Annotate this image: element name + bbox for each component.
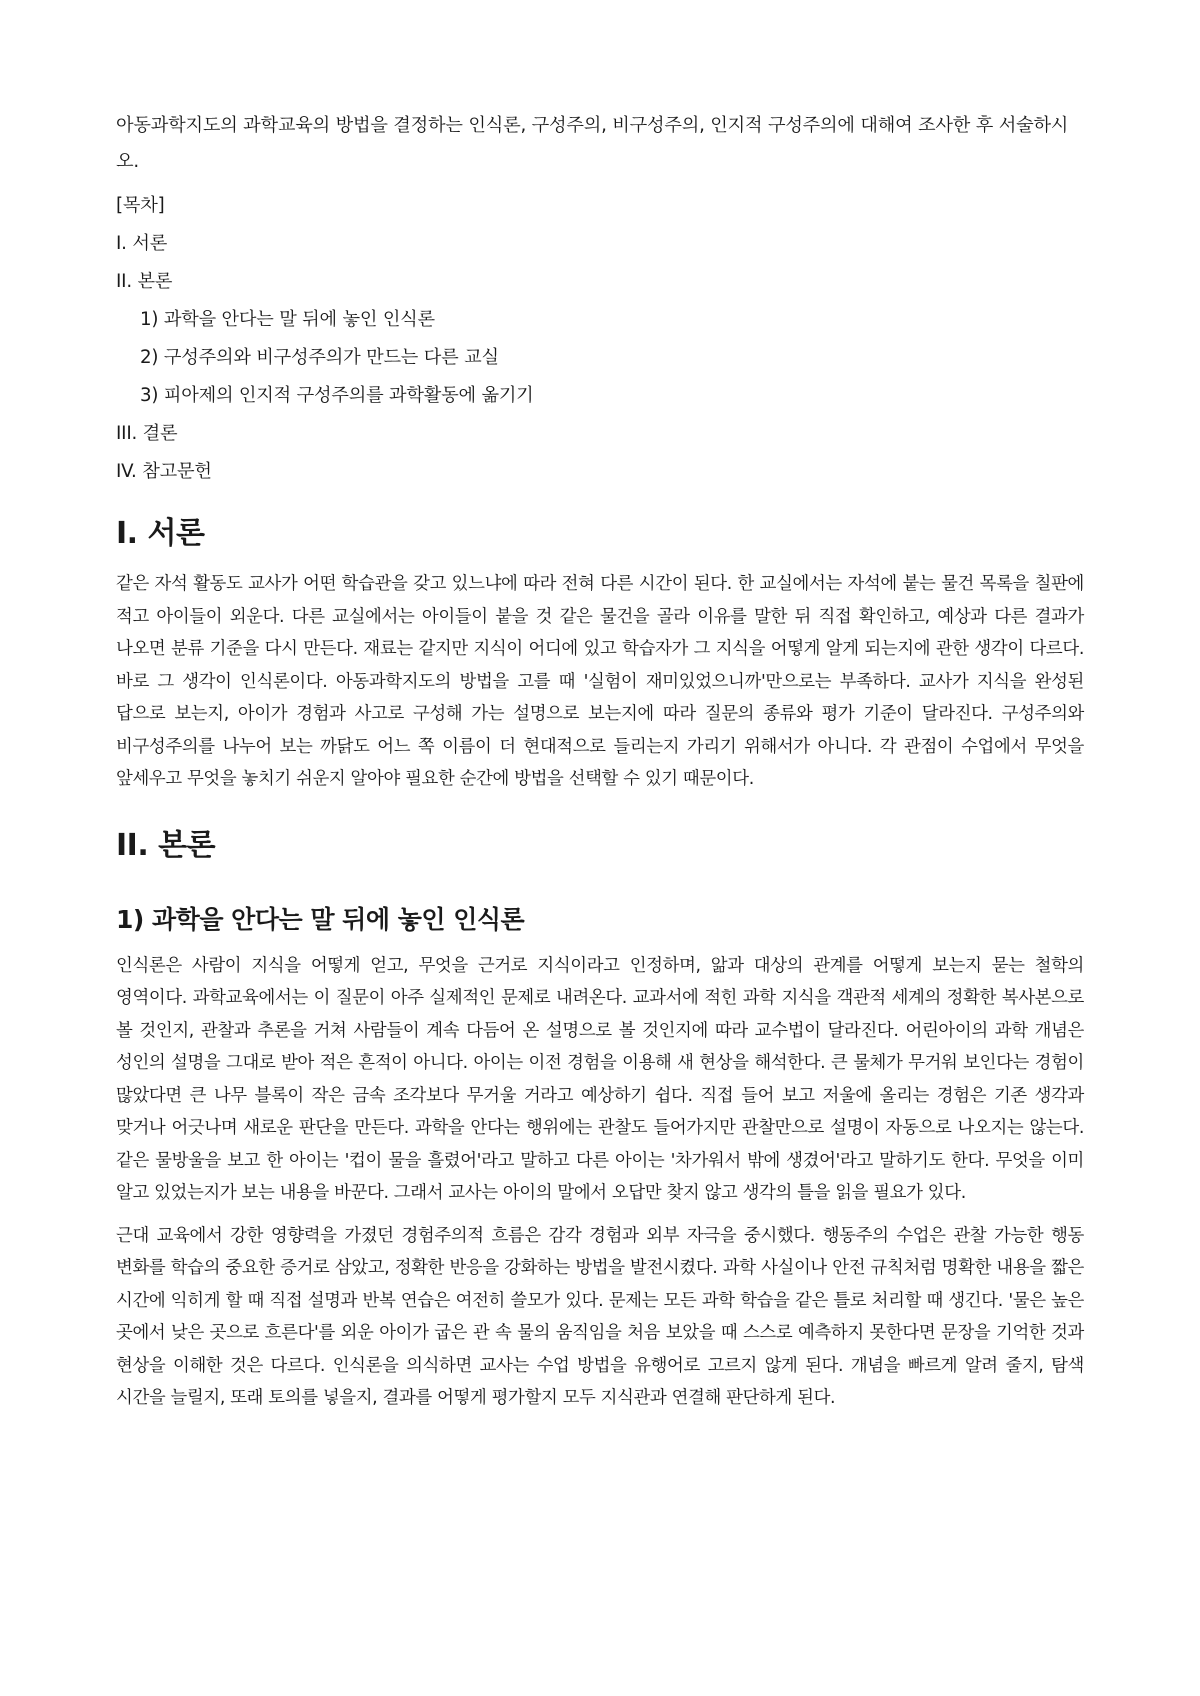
intro-heading: I. 서론 bbox=[116, 516, 205, 551]
toc-item-references: IV. 참고문헌 bbox=[116, 461, 212, 482]
toc-item-body-1: 1) 과학을 안다는 말 뒤에 놓인 인식론 bbox=[140, 309, 435, 330]
toc-item-body-2: 2) 구성주의와 비구성주의가 만드는 다른 교실 bbox=[140, 347, 499, 368]
toc-item-body: II. 본론 bbox=[116, 271, 173, 292]
toc-item-conclusion: III. 결론 bbox=[116, 423, 178, 444]
intro-paragraph: 같은 자석 활동도 교사가 어떤 학습관을 갖고 있느냐에 따라 전혀 다른 시간이 된다. 한 교실에서는 자석에 붙는 물건 목록을 칠판에 적고 아이들이 외운다. 다른 교실에서는 아이들이 붙을 것 같은 물건을 골라 이유를 말한 뒤 직접 확인하고, 예상과 다른 결과가 나오면 분류 기준을 다시 만든다. 재료는 같지만 지식이 어디에 있고 학습자가 그 지식을 어떻게 알게 되는지에 관한 생각이 다르다. 바로 그 생각이 인식론이다. 아동과학지도의 방법을 고를 때 '실험이 재미있었으니까'만으로는 부족하다. 교사가 지식을 완성된 답으로 보는지, 아이가 경험과 사고로 구성해 가는 설명으로 보는지에 따라 질문의 종류와 평가 기준이 달라진다. 구성주의와 비구성주의를 나누어 보는 까닭도 어느 쪽 이름이 더 현대적으로 들리는지 가리기 위해서가 아니다. 각 관점이 수업에서 무엇을 앞세우고 무엇을 놓치기 쉬운지 알아야 필요한 순간에 방법을 선택할 수 있기 때문이다. bbox=[116, 574, 1084, 789]
toc-item-intro: I. 서론 bbox=[116, 233, 168, 254]
toc-heading: [목차] bbox=[116, 195, 165, 216]
body-heading: II. 본론 bbox=[116, 827, 216, 863]
assignment-prompt: 아동과학지도의 과학교육의 방법을 결정하는 인식론, 구성주의, 비구성주의, 인지적 구성주의에 대해여 조사한 후 서술하시오. bbox=[116, 115, 1069, 172]
subsection-1-paragraph-2: 근대 교육에서 강한 영향력을 가졌던 경험주의적 흐름은 감각 경험과 외부 자극을 중시했다. 행동주의 수업은 관찰 가능한 행동 변화를 학습의 중요한 증거로 삼았고, 정확한 반응을 강화하는 방법을 발전시켰다. 과학 사실이나 안전 규칙처럼 명확한 내용을 짧은 시간에 익히게 할 때 직접 설명과 반복 연습은 여전히 쓸모가 있다. 문제는 모든 과학 학습을 같은 틀로 처리할 때 생긴다. '물은 높은 곳에서 낮은 곳으로 흐른다'를 외운 아이가 굽은 관 속 물의 움직임을 처음 보았을 때 스스로 예측하지 못한다면 문장을 기억한 것과 현상을 이해한 것은 다르다. 인식론을 의식하면 교사는 수업 방법을 유행어로 고르지 않게 된다. 개념을 빠르게 알려 줄지, 탐색 시간을 늘릴지, 또래 토의를 넣을지, 결과를 어떻게 평가할지 모두 지식관과 연결해 판단하게 된다. bbox=[116, 1225, 1084, 1408]
subsection-1-heading: 1) 과학을 안다는 말 뒤에 놓인 인식론 bbox=[116, 904, 525, 934]
table-of-contents bbox=[116, 194, 1084, 484]
toc-item-body-3: 3) 피아제의 인지적 구성주의를 과학활동에 옮기기 bbox=[140, 385, 534, 406]
subsection-1-paragraph-1: 인식론은 사람이 지식을 어떻게 얻고, 무엇을 근거로 지식이라고 인정하며, 앎과 대상의 관계를 어떻게 보는지 묻는 철학의 영역이다. 과학교육에서는 이 질문이 아주 실제적인 문제로 내려온다. 교과서에 적힌 과학 지식을 객관적 세계의 정확한 복사본으로 볼 것인지, 관찰과 추론을 거쳐 사람들이 계속 다듬어 온 설명으로 볼 것인지에 따라 교수법이 달라진다. 어린아이의 과학 개념은 성인의 설명을 그대로 받아 적은 흔적이 아니다. 아이는 이전 경험을 이용해 새 현상을 해석한다. 큰 물체가 무거워 보인다는 경험이 많았다면 큰 나무 블록이 작은 금속 조각보다 무거울 거라고 예상하기 쉽다. 직접 들어 보고 저울에 올리는 경험은 기존 생각과 맞거나 어긋나며 새로운 판단을 만든다. 과학을 안다는 행위에는 관찰도 들어가지만 관찰만으로 설명이 자동으로 나오지는 않는다. 같은 물방울을 보고 한 아이는 '컵이 물을 흘렸어'라고 말하고 다른 아이는 '차가워서 밖에 생겼어'라고 말하기도 한다. 무엇을 이미 알고 있었는지가 보는 내용을 바꾼다. 그래서 교사는 아이의 말에서 오답만 찾지 않고 생각의 틀을 읽을 필요가 있다. bbox=[116, 955, 1084, 1203]
